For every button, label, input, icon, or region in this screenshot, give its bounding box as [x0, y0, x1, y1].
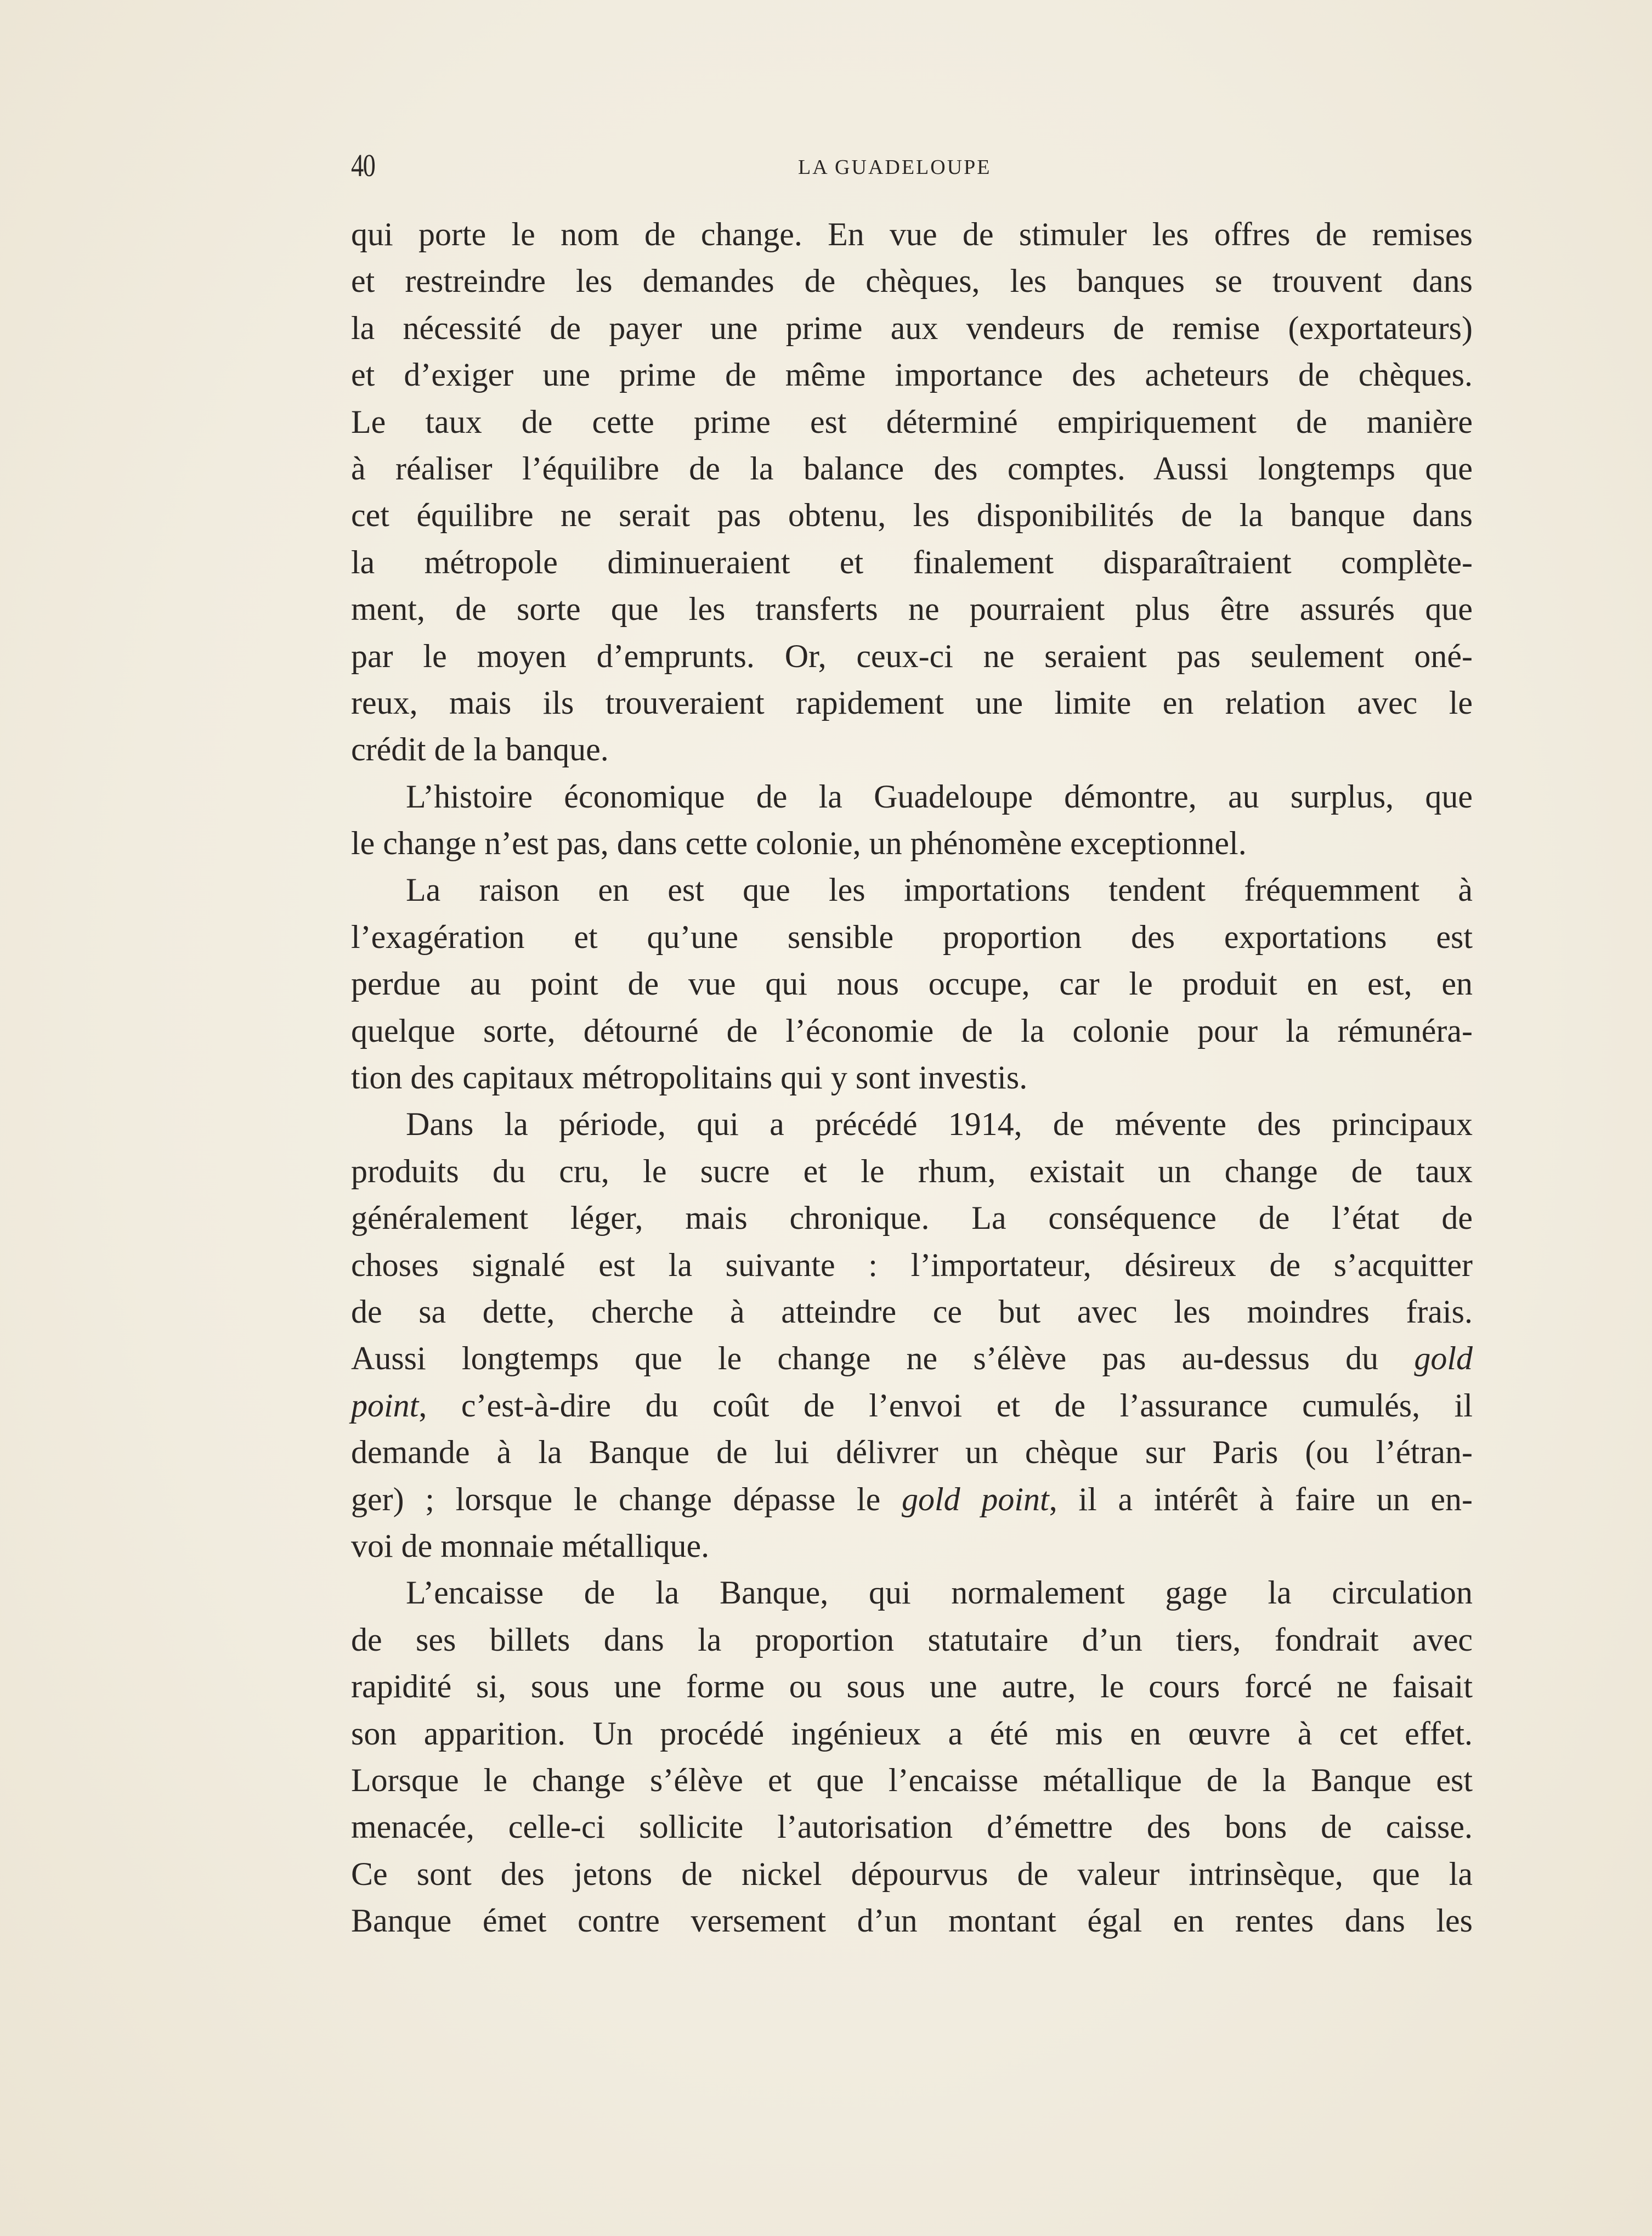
text-line: à réaliser l’équilibre de la balance des comptes. Aussi longtemps que — [351, 450, 1473, 487]
text-line: la métropole diminueraient et finalement disparaîtraient complète- — [351, 544, 1473, 580]
page-number: 40 — [351, 148, 375, 183]
italic-term: gold point — [901, 1481, 1049, 1517]
text-line: demande à la Banque de lui délivrer un chèque sur Paris (ou l’étran- — [351, 1434, 1473, 1471]
page-header — [351, 144, 1473, 188]
text-line: Banque émet contre versement d’un montant égal en rentes dans les — [351, 1902, 1473, 1939]
paragraph-start-line: L’histoire économique de la Guadeloupe démontre, au surplus, que — [406, 778, 1473, 815]
text-segment: , c’est-à-dire du coût de l’envoi et de l’assurance cumulés, il — [418, 1387, 1473, 1424]
text-line: par le moyen d’emprunts. Or, ceux-ci ne seraient pas seulement oné- — [351, 637, 1473, 674]
text-segment: ger) ; lorsque le change dépasse le — [351, 1481, 902, 1517]
paragraph-start-line: Dans la période, qui a précédé 1914, de mévente des principaux — [406, 1106, 1473, 1143]
text-line: et restreindre les demandes de chèques, les banques se trouvent dans — [351, 263, 1473, 300]
text-line: perdue au point de vue qui nous occupe, car le produit en est, en — [351, 965, 1473, 1002]
text-line: cet équilibre ne serait pas obtenu, les disponibilités de la banque dans — [351, 497, 1473, 534]
text-line: ment, de sorte que les transferts ne pourraient plus être assurés que — [351, 591, 1473, 628]
text-line: généralement léger, mais chronique. La conséquence de l’état de — [351, 1200, 1473, 1236]
italic-term: gold — [1414, 1340, 1473, 1377]
text-line: qui porte le nom de change. En vue de stimuler les offres de remises — [351, 216, 1473, 252]
text-segment: , il a intérêt à faire un en- — [1049, 1481, 1473, 1517]
text-line-with-italic — [351, 1382, 1473, 1429]
text-line: voi de monnaie métallique. — [351, 1527, 710, 1564]
text-line: produits du cru, le sucre et le rhum, existait un change de taux — [351, 1153, 1473, 1189]
text-line: Le taux de cette prime est déterminé empiriquement de manière — [351, 403, 1473, 440]
text-line-with-italic — [351, 1335, 1473, 1382]
text-segment: Aussi longtemps que le change ne s’élève pas au-dessus du — [351, 1340, 1415, 1377]
running-title: LA GUADELOUPE — [798, 156, 992, 179]
paragraph-start-line: L’encaisse de la Banque, qui normalement gage la circulation — [406, 1574, 1473, 1611]
text-line: reux, mais ils trouveraient rapidement une limite en relation avec le — [351, 684, 1473, 721]
text-line: et d’exiger une prime de même importance des acheteurs de chèques. — [351, 357, 1473, 393]
text-line: crédit de la banque. — [351, 731, 609, 768]
text-line-with-italic — [351, 1476, 1473, 1523]
text-line: son apparition. Un procédé ingénieux a été mis en œuvre à cet effet. — [351, 1715, 1473, 1752]
text-line: de sa dette, cherche à atteindre ce but avec les moindres frais. — [351, 1293, 1473, 1330]
body-text — [351, 211, 1473, 1944]
text-line: rapidité si, sous une forme ou sous une autre, le cours forcé ne faisait — [351, 1668, 1473, 1705]
text-line: tion des capitaux métropolitains qui y sont investis. — [351, 1059, 1028, 1096]
text-line: la nécessité de payer une prime aux vendeurs de remise (exportateurs) — [351, 309, 1473, 346]
text-line: de ses billets dans la proportion statutaire d’un tiers, fondrait avec — [351, 1621, 1473, 1658]
text-line: Lorsque le change s’élève et que l’encaisse métallique de la Banque est — [351, 1761, 1473, 1798]
text-line: quelque sorte, détourné de l’économie de la colonie pour la rémunéra- — [351, 1012, 1473, 1049]
paragraph-start-line: La raison en est que les importations tendent fréquemment à — [406, 872, 1473, 908]
italic-term: point — [351, 1387, 419, 1424]
text-line: le change n’est pas, dans cette colonie, un phénomène exceptionnel. — [351, 825, 1247, 862]
text-line: menacée, celle-ci sollicite l’autorisation d’émettre des bons de caisse. — [351, 1809, 1473, 1845]
text-line: l’exagération et qu’une sensible proportion des exportations est — [351, 918, 1473, 955]
text-line: Ce sont des jetons de nickel dépourvus de valeur intrinsèque, que la — [351, 1855, 1473, 1892]
text-line: choses signalé est la suivante : l’importateur, désireux de s’acquitter — [351, 1246, 1473, 1283]
